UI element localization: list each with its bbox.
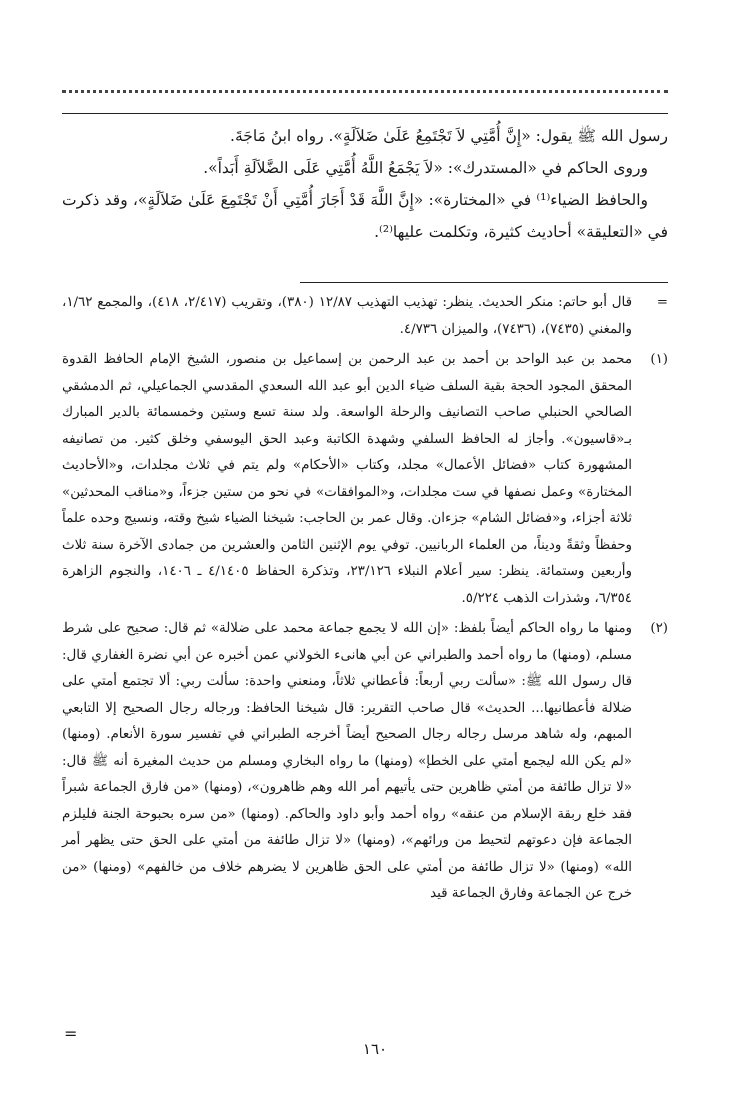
main-paragraph: والحافظ الضياء⁽¹⁾ في «المختارة»: «إِنَّ اللَّهَ قَدْ أَجَارَ أُمَّتِي أَنْ تَجْتَمِعَ عَلَىٰ ضَلاَلَةٍ»، وقد ذكرت في «التعليقة» أحاديث كثيرة، وتكلمت عليها⁽²⁾. xyxy=(62,191,668,241)
footnote-marker: (١) xyxy=(650,352,668,367)
footnote xyxy=(62,616,668,908)
footnote xyxy=(62,347,668,612)
footnotes xyxy=(62,290,668,912)
page-number: ١٦٠ xyxy=(362,1040,388,1058)
main-text xyxy=(62,120,668,248)
footnote-text: محمد بن عبد الواحد بن أحمد بن عبد الرحمن بن إسماعيل بن منصور، الشيخ الإمام الحافظ القدوة المحقق المجود الحجة بقية السلف ضياء الدين أبو عبد الله السعدي المقدسي الجماعيلي، ثم الدمشقي الصالحي الحنبلي صاحب التصانيف والرحلة الواسعة. ولد سنة تسع وستين وخمسمائة بالدير المبارك بـ«قاسيون». وأجاز له الحافظ السلفي وشهدة الكاتبة وعبد الحق اليوسفي وخلق كثير. من تصانيفه المشهورة كتاب «فضائل الأعمال» مجلد، وكتاب «الأحكام» ولم يتم في ثلاث مجلدات، و«الأحاديث المختارة» وعمل نصفها في ست مجلدات، و«الموافقات» في نحو من ستين جزءاً، و«مناقب المحدثين» ثلاثة أجزاء، و«فضائل الشام» جزءان. وقال عمر بن الحاجب: شيخنا الضياء شيخ وقته، ونسيج وحده علماً وحفظاً وثقةً وديناً، من العلماء الربانيين. توفي يوم الإثنين الثامن والعشرين من جمادى الآخرة سنة ثلاث وأربعين وستمائة. ينظر: سير أعلام النبلاء ٢٣/١٢٦، وتذكرة الحفاظ ٤/١٤٠٥ ـ ١٤٠٦، والنجوم الزاهرة ٦/٣٥٤، وشذرات الذهب ٥/٢٢٤. xyxy=(62,352,632,606)
main-paragraph: وروى الحاكم في «المستدرك»: «لاَ يَجْمَعُ اللَّهُ أُمَّتِي عَلَى الضَّلاَلَةِ أَبَداً». xyxy=(203,159,648,177)
footnote xyxy=(62,290,668,343)
footnote-marker: (٢) xyxy=(650,621,668,636)
continuation-mark: = xyxy=(64,1024,78,1043)
header-rule xyxy=(62,113,668,114)
footnote-text: ومنها ما رواه الحاكم أيضاً بلفظ: «إن الله لا يجمع جماعة محمد على ضلالة» ثم قال: صحيح على شرط مسلم، (ومنها) ما رواه أحمد والطبراني عن أبي هانىء الخولاني عمن أخبره عن أبي نضرة الغفاري قال: قال رسول الله ﷺ: «سألت ربي أربعاً: فأعطاني ثلاثاً، ومنعني واحدة: سألت ربي: ألا تجتمع أمتي على ضلالة فأعطانيها... الحديث» قال صاحب التقرير: قال شيخنا الحافظ: ورجاله رجال الصحيح إلا التابعي المبهم، وله شاهد مرسل رجاله رجال الصحيح أيضاً أخرجه الطبراني في تفسير سورة الأنعام. (ومنها) «لم يكن الله ليجمع أمتي على الخطإ» (ومنها) ما رواه البخاري ومسلم من حديث المغيرة أنه ﷺ قال: «لا تزال طائفة من أمتي ظاهرين حتى يأتيهم أمر الله وهم ظاهرون»، (ومنها) «من فارق الجماعة شبراً فقد خلع ربقة الإسلام من عنقه» رواه أحمد وأبو داود والحاكم. (ومنها) «من سره بحبوحة الجنة فليلزم الجماعة فإن دعوتهم لتحيط من ورائهم»، (ومنها) «لا تزال طائفة من أمتي على الحق حتى يظهر أمر الله» (ومنها) «لا تزال طائفة من أمتي على الحق ظاهرين لا يضرهم خلاف من خالفهم» (ومنها) «من خرج عن الجماعة وفارق الجماعة قيد xyxy=(62,621,632,901)
header-dotted-rule xyxy=(62,90,668,93)
footnote-separator xyxy=(300,282,668,283)
main-paragraph: رسول الله ﷺ يقول: «إِنَّ أُمَّتِي لاَ تَجْتَمِعُ عَلَىٰ ضَلاَلَةٍ». رواه ابنُ مَاجَةَ. xyxy=(230,127,668,145)
footnote-marker: = xyxy=(656,295,668,310)
footnote-text: قال أبو حاتم: منكر الحديث. ينظر: تهذيب التهذيب ١٢/٨٧ (٣٨٠)، وتقريب (٢/٤١٧، ٤١٨)، والمجمع ١/٦٢، والمغني (٧٤٣٥)، (٧٤٣٦)، والميزان ٤/٧٣٦. xyxy=(62,295,632,337)
